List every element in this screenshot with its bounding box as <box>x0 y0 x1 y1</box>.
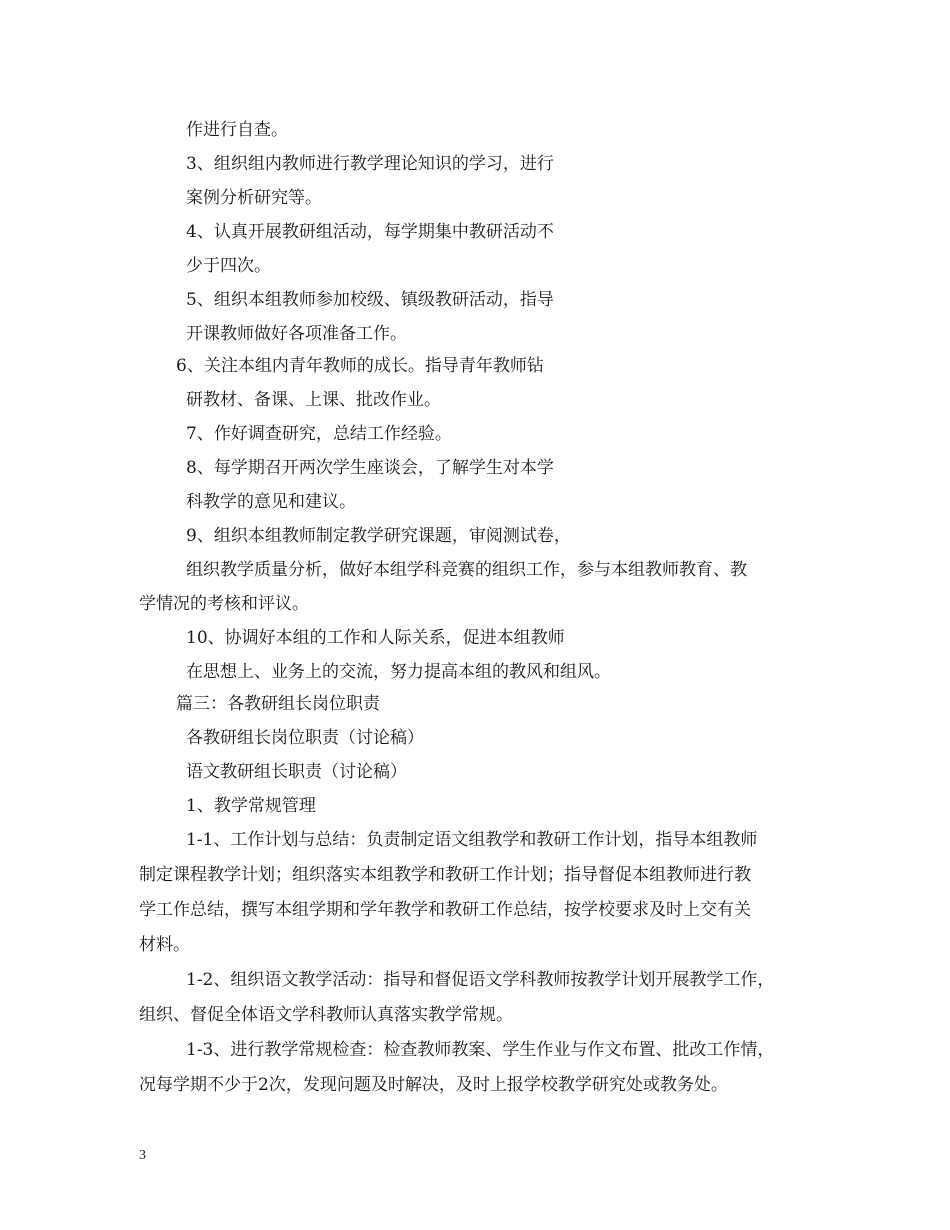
text-line: 组织、督促全体语文学科教师认真落实教学常规。 <box>139 1005 513 1025</box>
text-line: 学工作总结，撰写本组学期和学年教学和教研工作总结，按学校要求及时上交有关 <box>139 900 751 920</box>
text-line: 案例分析研究等。 <box>186 188 322 208</box>
text-line: 8、每学期召开两次学生座谈会，了解学生对本学 <box>186 458 554 478</box>
text-line: 制定课程教学计划；组织落实本组教学和教研工作计划；指导督促本组教师进行教 <box>139 865 751 885</box>
text-line: 科教学的意见和建议。 <box>186 492 356 512</box>
text-line: 5、组织本组教师参加校级、镇级教研活动，指导 <box>186 290 554 310</box>
document-subtitle: 语文教研组长职责（讨论稿） <box>186 762 407 782</box>
text-line: 在思想上、业务上的交流，努力提高本组的教风和组风。 <box>186 662 611 682</box>
document-title: 各教研组长岗位职责（讨论稿） <box>186 728 424 748</box>
text-line: 开课教师做好各项准备工作。 <box>186 324 407 344</box>
text-line: 少于四次。 <box>186 256 271 276</box>
text-line: 研教材、备课、上课、批改作业。 <box>186 390 441 410</box>
text-line: 6、关注本组内青年教师的成长。指导青年教师钻 <box>176 356 544 376</box>
text-line: 1-3、进行教学常规检查：检查教师教案、学生作业与作文布置、批改工作情， <box>186 1040 775 1060</box>
item-heading: 1、教学常规管理 <box>186 796 316 816</box>
section-heading: 篇三：各教研组长岗位职责 <box>176 694 380 714</box>
text-line: 况每学期不少于2次，发现问题及时解决，及时上报学校教学研究处或教务处。 <box>139 1075 728 1095</box>
text-line: 3、组织组内教师进行教学理论知识的学习，进行 <box>186 154 554 174</box>
text-line: 作进行自查。 <box>186 120 288 140</box>
text-line: 1-2、组织语文教学活动：指导和督促语文学科教师按教学计划开展教学工作， <box>186 970 775 990</box>
text-line: 材料。 <box>139 935 190 955</box>
text-line: 7、作好调查研究，总结工作经验。 <box>186 424 452 444</box>
text-line: 组织教学质量分析，做好本组学科竞赛的组织工作，参与本组教师教育、教 <box>186 560 747 580</box>
text-line: 学情况的考核和评议。 <box>139 594 309 614</box>
text-line: 10、协调好本组的工作和人际关系，促进本组教师 <box>186 628 565 648</box>
page-number: 3 <box>139 1148 146 1163</box>
text-line: 9、组织本组教师制定教学研究课题，审阅测试卷， <box>186 526 571 546</box>
text-line: 1-1、工作计划与总结：负责制定语文组教学和教研工作计划，指导本组教师 <box>186 830 758 850</box>
text-line: 4、认真开展教研组活动，每学期集中教研活动不 <box>186 222 554 242</box>
